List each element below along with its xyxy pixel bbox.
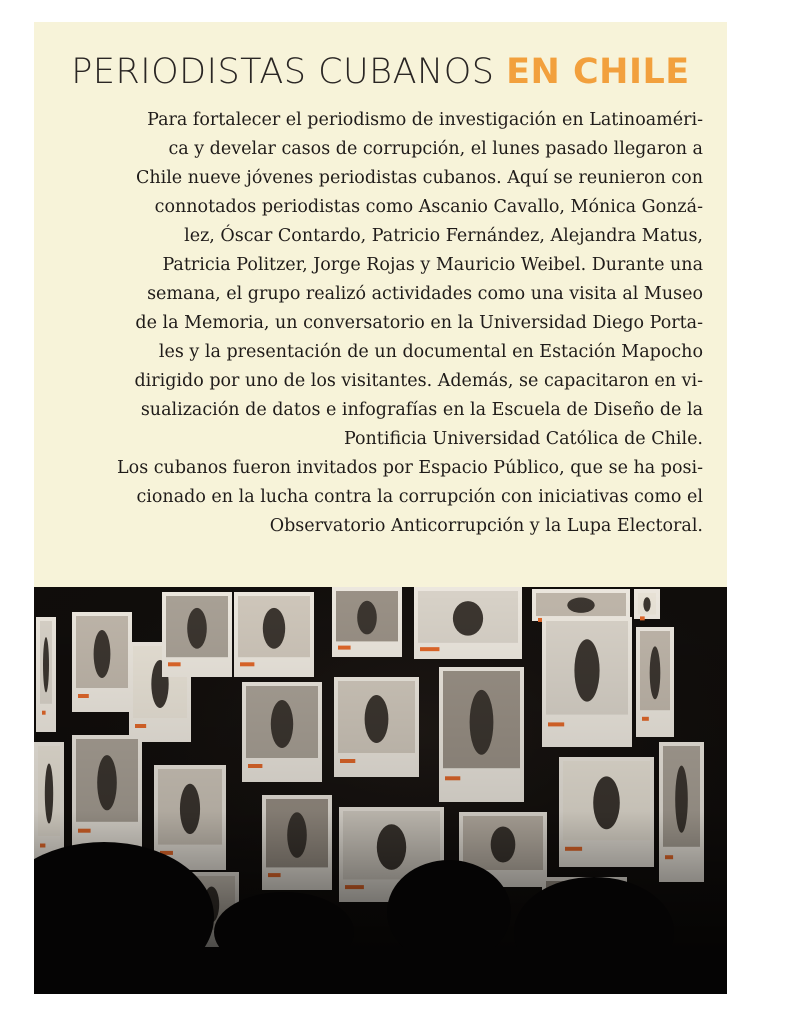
body-line: cionado en la lucha contra la corrupción con iniciativas como el (136, 487, 703, 507)
body-line: sualización de datos e infografías en la Escuela de Diseño de la (140, 400, 703, 420)
body-line: Para fortalecer el periodismo de investigación en Latinoaméri- (147, 110, 703, 130)
body-line: Patricia Politzer, Jorge Rojas y Mauricio Weibel. Durante una (162, 255, 703, 275)
article (34, 22, 727, 994)
body-line: dirigido por uno de los visitantes. Además, se capacitaron en vi- (134, 371, 703, 391)
body-line: lez, Óscar Contardo, Patricio Fernández, Alejandra Matus, (184, 226, 703, 246)
article-body (60, 106, 703, 541)
headline-accent: EN CHILE (506, 52, 690, 92)
headline (34, 52, 727, 92)
body-line: les y la presentación de un documental en Estación Mapocho (158, 342, 703, 362)
silhouette-shoulders (34, 947, 727, 994)
body-line: Chile nueve jóvenes periodistas cubanos. Aquí se reunieron con (135, 168, 703, 188)
body-line: semana, el grupo realizó actividades como una visita al Museo (147, 284, 703, 304)
body-line: ca y develar casos de corrupción, el lunes pasado llegaron a (168, 139, 703, 159)
museum-photo (34, 587, 727, 994)
headline-main: PERIODISTAS CUBANOS (71, 52, 507, 92)
photo-wall-illustration (34, 587, 727, 994)
body-line: Pontificia Universidad Católica de Chile. (343, 429, 703, 449)
body-line: Los cubanos fueron invitados por Espacio Público, que se ha posi- (117, 458, 703, 478)
body-line: Observatorio Anticorrupción y la Lupa Electoral. (269, 516, 703, 536)
body-line: connotados periodistas como Ascanio Cavallo, Mónica Gonzá- (154, 197, 703, 217)
body-line: de la Memoria, un conversatorio en la Universidad Diego Porta- (135, 313, 703, 333)
